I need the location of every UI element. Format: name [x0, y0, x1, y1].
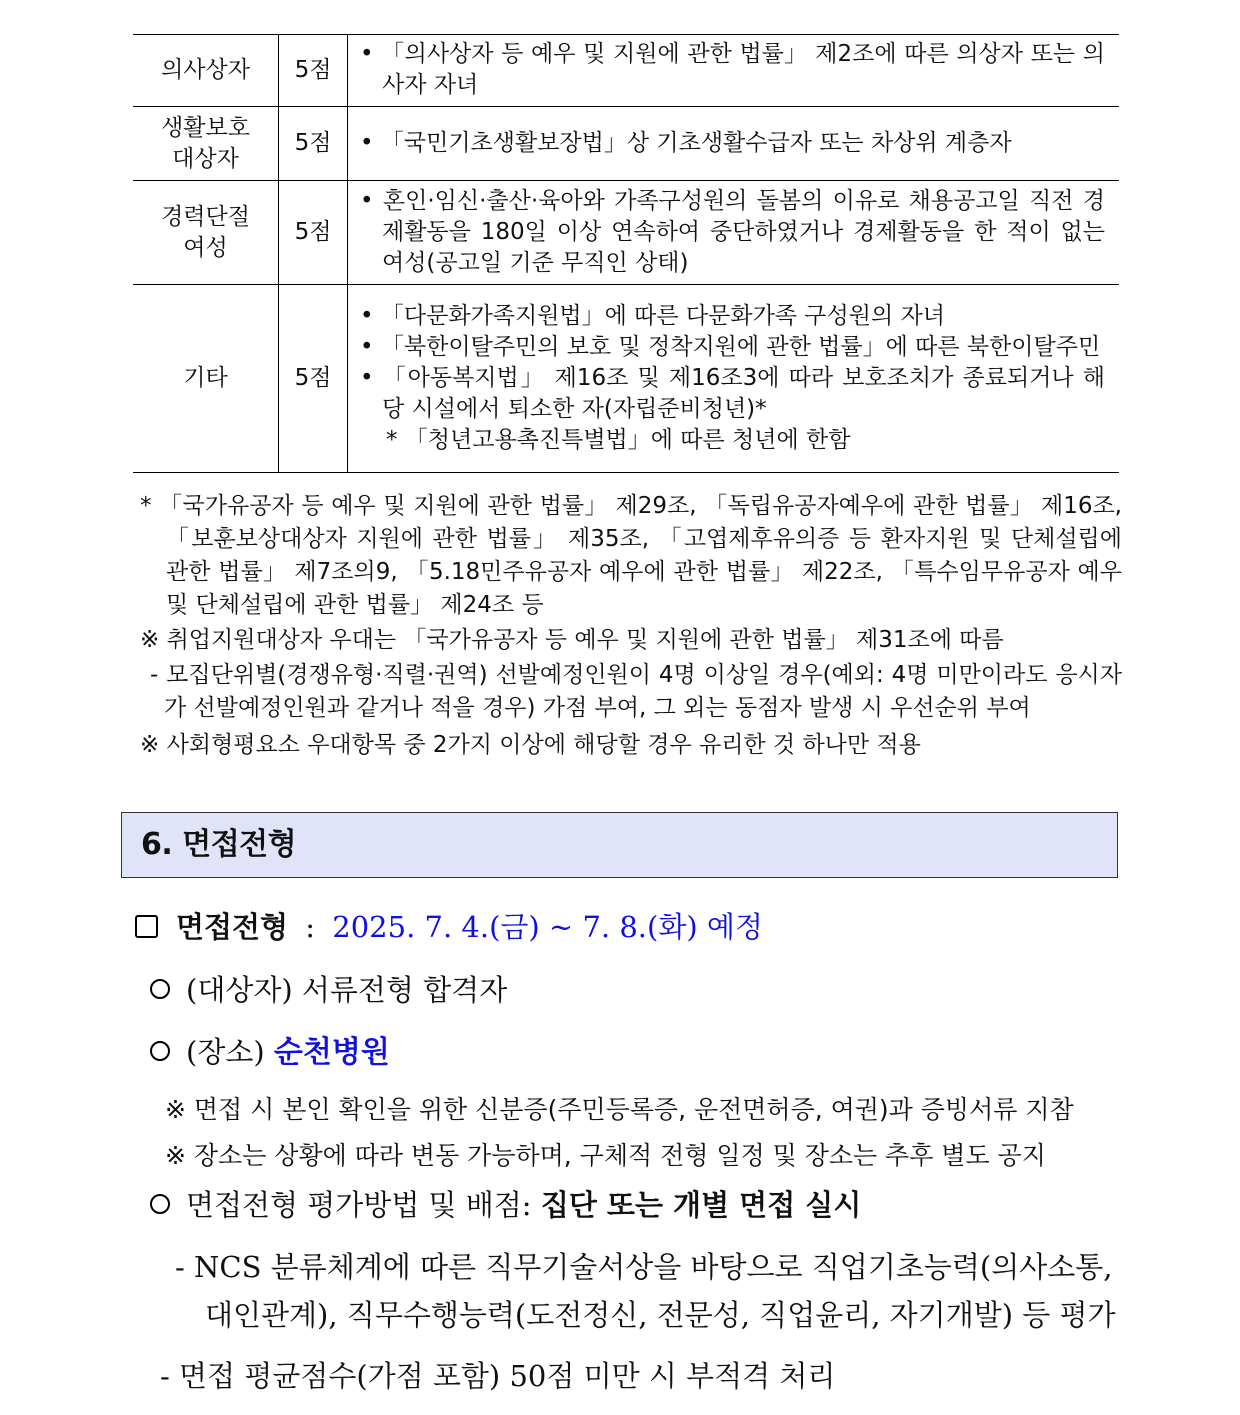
circle-bullet-icon [150, 1041, 170, 1061]
section-header [121, 812, 1118, 878]
category-cell [133, 181, 279, 285]
target-label: (대상자) [186, 973, 293, 1007]
category-line: 생활보호 [161, 114, 250, 141]
criteria-cell [348, 285, 1120, 473]
criteria-bullet: • 혼인·임신·출산·육아와 가족구성원의 돌봄의 이유로 채용공고일 직전 경제활동을 180일 이상 연속하여 중단하였거나 경제활동을 한 적이 없는 여성(공고일 기준 무직인 상태) [360, 187, 1105, 276]
interview-heading [135, 905, 763, 946]
category-cell: 기타 [133, 285, 279, 473]
table-row [133, 35, 1119, 107]
category-cell [133, 107, 279, 181]
points-cell: 5점 [279, 35, 348, 107]
heading-separator: : [305, 910, 316, 944]
criteria-cell [348, 35, 1120, 107]
circle-bullet-icon [150, 979, 170, 999]
reference-note: ※ 사회형평요소 우대항목 중 2가지 이상에 해당할 경우 유리한 것 하나만 적용 [140, 732, 921, 758]
category-cell: 의사상자 [133, 35, 279, 107]
place-line [150, 1027, 390, 1071]
criteria-footnote: * 「청년고용촉진특별법」에 따른 청년에 한함 [386, 426, 851, 453]
points-cell: 5점 [279, 181, 348, 285]
criteria-cell [348, 107, 1120, 181]
bonus-condition-note: - 모집단위별(경쟁유형·직렬·권역) 선발예정인원이 4명 이상일 경우(예외: 4명 미만이라도 응시자가 선발예정인원과 같거나 적을 경우) 가점 부여, 그 외는 동점자 발생 시 우선순위 부여 [150, 662, 1122, 721]
circle-bullet-icon [150, 1194, 170, 1214]
table-row [133, 285, 1119, 473]
ncs-line-2: 대인관계), 직무수행능력(도전정신, 전문성, 직업윤리, 자기개발) 등 평가 [205, 1298, 1116, 1332]
table-row [133, 107, 1119, 181]
id-note: ※ 면접 시 본인 확인을 위한 신분증(주민등록증, 운전면허증, 여권)과 증빙서류 지참 [165, 1095, 1074, 1124]
criteria-bullet: • 「의사상자 등 예우 및 지원에 관한 법률」 제2조에 따른 의상자 또는 의사자 자녀 [360, 41, 1105, 98]
method-value: 집단 또는 개별 면접 실시 [540, 1188, 862, 1222]
notes-block [140, 490, 1122, 762]
checkbox-square-icon [135, 915, 158, 938]
table-row [133, 181, 1119, 285]
reference-note: ※ 취업지원대상자 우대는 「국가유공자 등 예우 및 지원에 관한 법률」 제31조에 따름 [140, 627, 1004, 653]
change-note: ※ 장소는 상황에 따라 변동 가능하며, 구체적 전형 일정 및 장소는 추후 별도 공지 [165, 1141, 1046, 1170]
points-cell: 5점 [279, 285, 348, 473]
method-line [150, 1183, 861, 1224]
interview-date: 2025. 7. 4.(금) ~ 7. 8.(화) 예정 [332, 910, 763, 944]
fail-line: - 면접 평균점수(가점 포함) 50점 미만 시 부적격 처리 [160, 1359, 836, 1393]
criteria-bullet: • 「북한이탈주민의 보호 및 정착지원에 관한 법률」에 따른 북한이탈주민 [360, 333, 1101, 360]
interview-heading-label: 면접전형 [176, 910, 289, 944]
category-line: 대상자 [172, 145, 239, 172]
criteria-bullet: • 「국민기초생활보장법」상 기초생활수급자 또는 차상위 계층자 [360, 129, 1012, 156]
place-value: 순천병원 [273, 1035, 390, 1070]
preference-table [133, 34, 1119, 473]
points-cell: 5점 [279, 107, 348, 181]
category-line: 여성 [183, 234, 228, 261]
target-line [150, 968, 507, 1009]
target-value: 서류전형 합격자 [301, 973, 508, 1007]
place-label: (장소) [186, 1035, 265, 1069]
method-label: 면접전형 평가방법 및 배점: [186, 1188, 532, 1222]
criteria-cell [348, 181, 1120, 285]
criteria-bullet: • 「아동복지법」 제16조 및 제16조3에 따라 보호조치가 종료되거나 해당 시설에서 퇴소한 자(자립준비청년)* [360, 364, 1105, 422]
ncs-line-1: - NCS 분류체계에 따른 직무기술서상을 바탕으로 직업기초능력(의사소통, [175, 1250, 1113, 1284]
criteria-bullet: • 「다문화가족지원법」에 따른 다문화가족 구성원의 자녀 [360, 302, 945, 329]
section-title: 6. 면접전형 [141, 827, 297, 862]
law-footnote: * 「국가유공자 등 예우 및 지원에 관한 법률」 제29조, 「독립유공자예우에 관한 법률」 제16조, 「보훈보상대상자 지원에 관한 법률」 제35조, 「고엽제후유의증 등 환자지원 및 단체설립에 관한 법률」 제7조의9, 「5.18민주유공자 예우에 관한 법률」 제22조, 「특수임무유공자 예우 및 단체설립에 관한 법률」 제24조 등 [140, 493, 1122, 618]
category-line: 경력단절 [161, 203, 250, 230]
